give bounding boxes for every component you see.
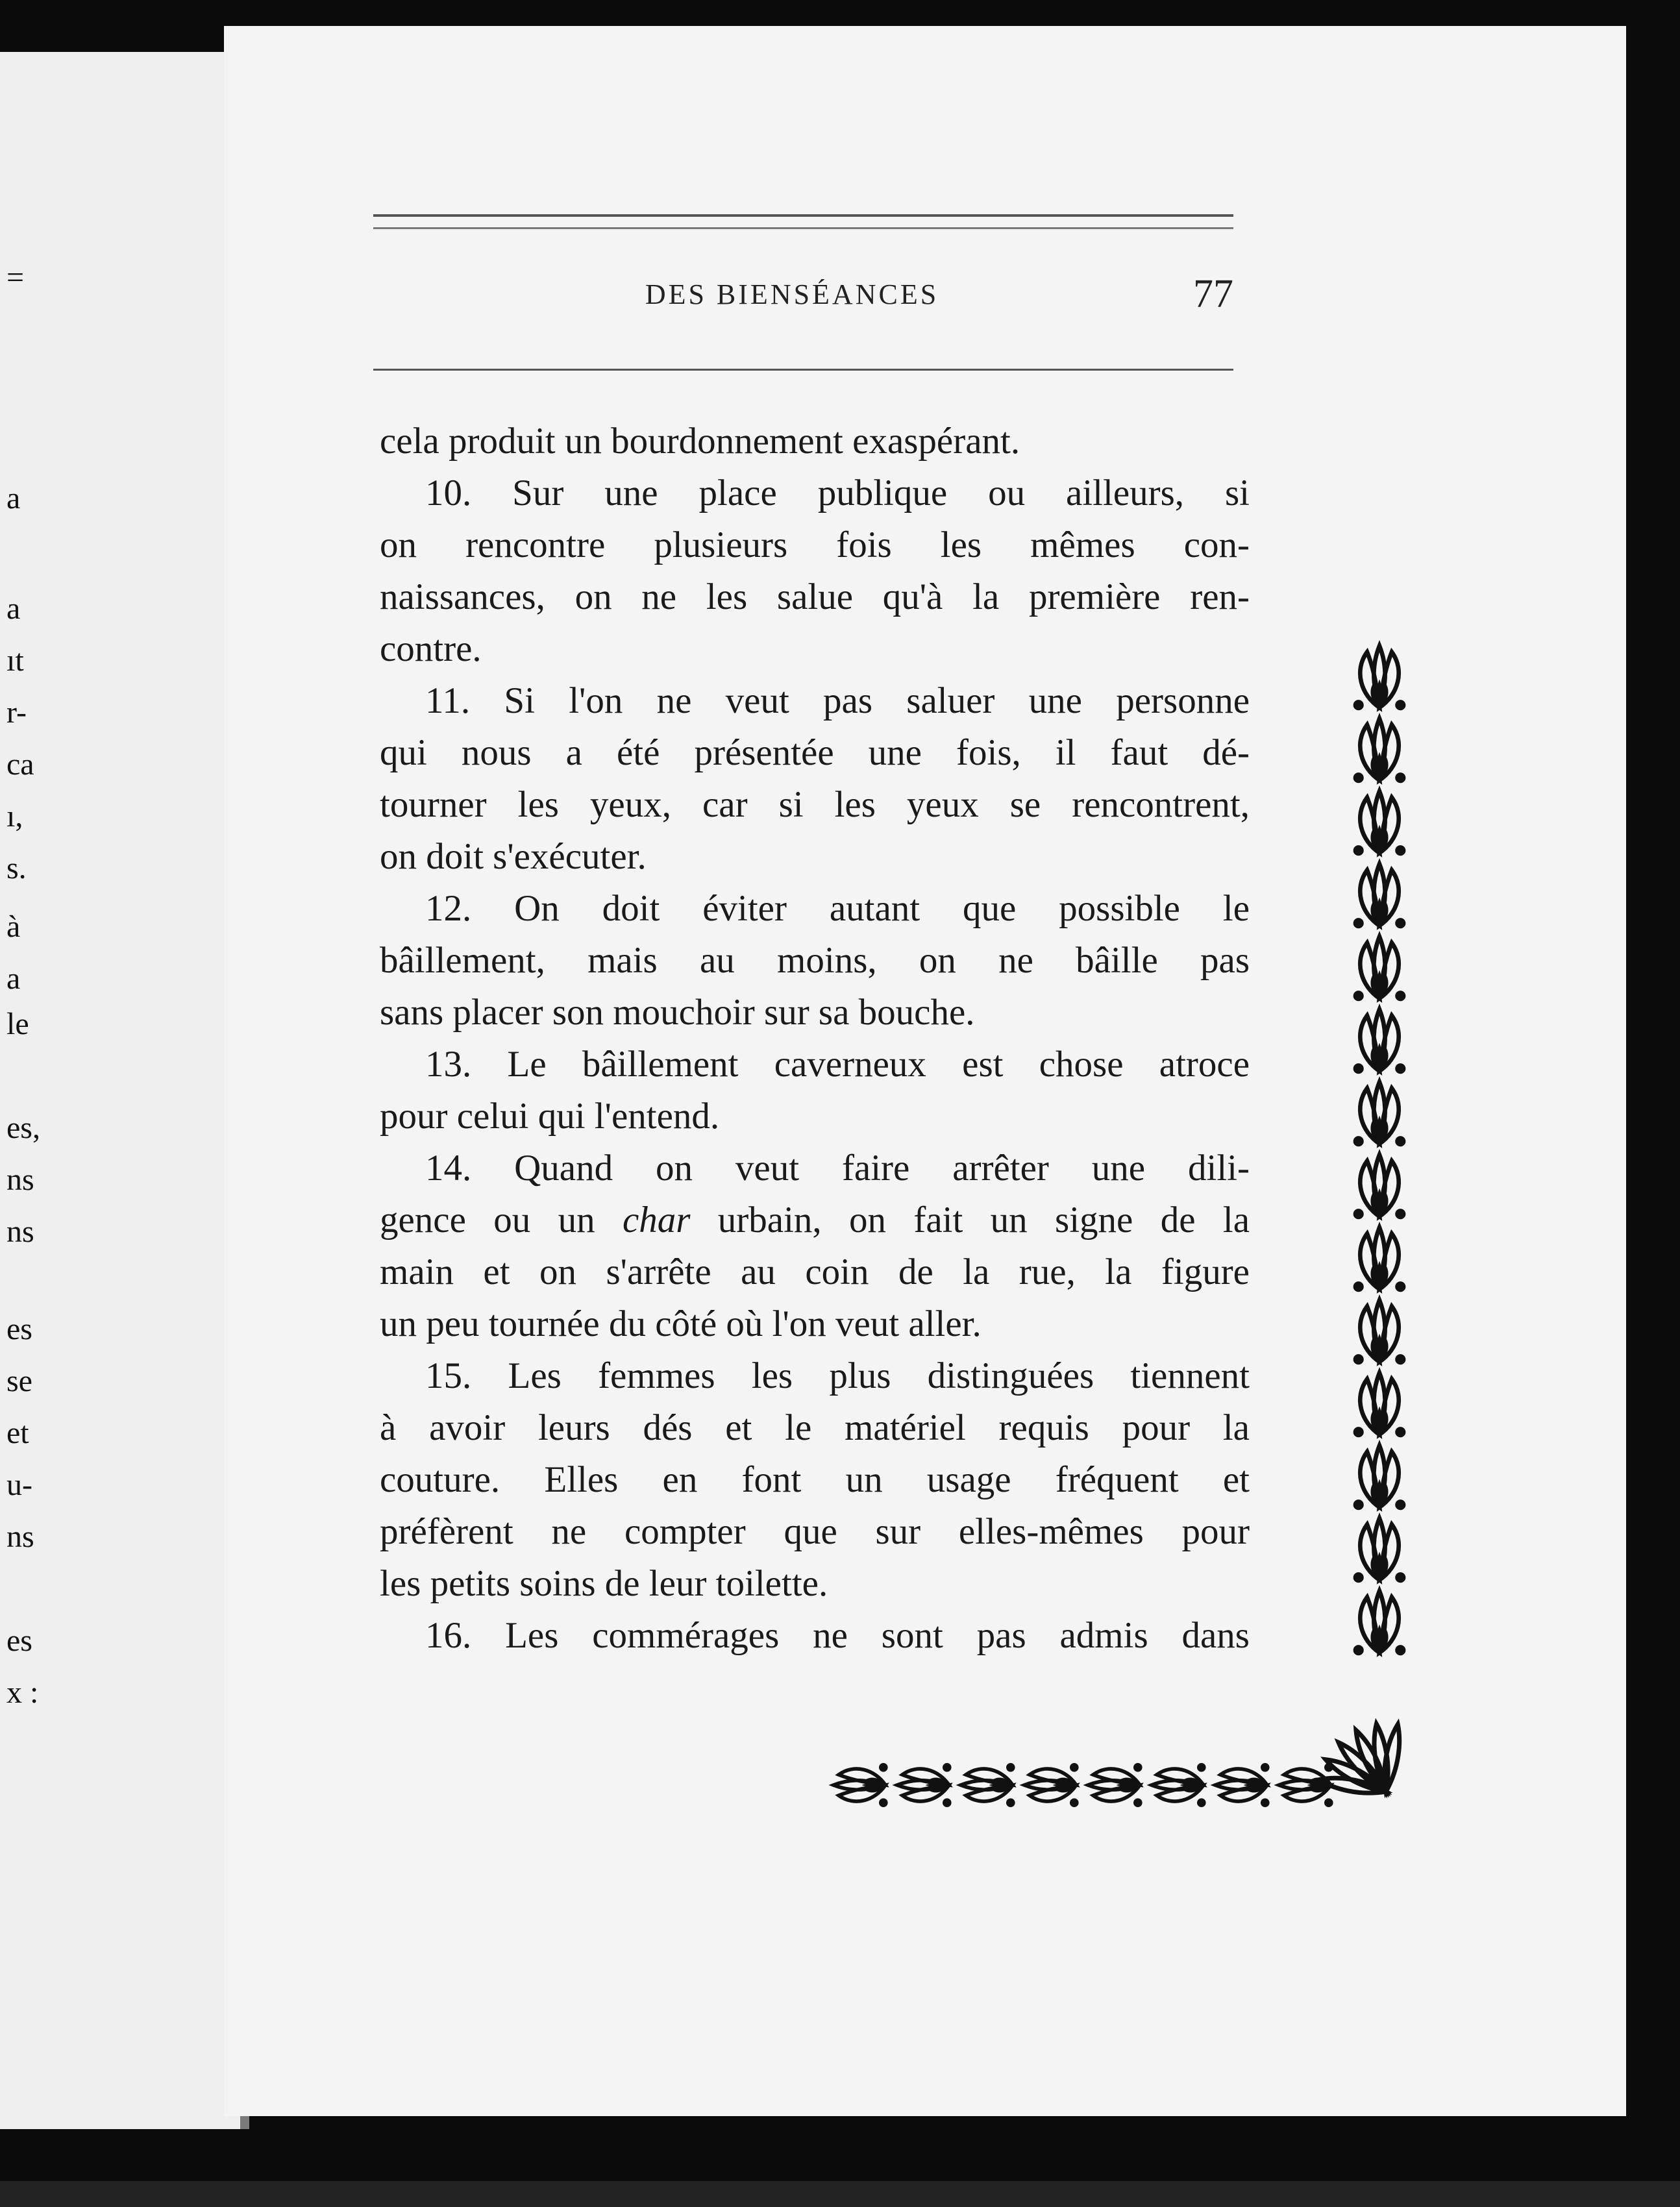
laurel-leaf-cluster bbox=[1353, 1155, 1405, 1219]
text-line: 15. Les femmes les plus distinguées tiennent bbox=[425, 1355, 1250, 1396]
page-number: 77 bbox=[1193, 272, 1233, 316]
laurel-leaf-cluster bbox=[1215, 1763, 1269, 1806]
laurel-leaf-cluster bbox=[834, 1763, 887, 1806]
left-page-fragment: a bbox=[6, 481, 21, 515]
laurel-leaf-cluster bbox=[1353, 1373, 1405, 1437]
left-page-fragment: es bbox=[6, 1312, 32, 1346]
text-line: un peu tournée du côté où l'on veut aller. bbox=[380, 1303, 982, 1344]
left-page-fragment: a bbox=[6, 591, 21, 626]
text-line: les petits soins de leur toilette. bbox=[380, 1563, 828, 1604]
laurel-leaf-cluster bbox=[1353, 646, 1405, 710]
left-page-fragment: es bbox=[6, 1623, 32, 1658]
italic-word: char bbox=[622, 1200, 691, 1240]
top-rule bbox=[373, 214, 1233, 217]
left-page-fragment: r- bbox=[6, 695, 27, 730]
laurel-leaf-cluster bbox=[1353, 1300, 1405, 1364]
left-page-fragment: u- bbox=[6, 1468, 32, 1502]
left-page-fragment: es, bbox=[6, 1111, 40, 1145]
text-line: 11. Si l'on ne veut pas saluer une personne bbox=[425, 680, 1250, 721]
laurel-leaf-cluster bbox=[897, 1763, 951, 1806]
scan-bottom-edge bbox=[0, 2181, 1680, 2207]
text-line: contre. bbox=[380, 628, 482, 669]
laurel-leaf-cluster bbox=[1088, 1763, 1142, 1806]
left-page-fragment: s. bbox=[6, 851, 27, 885]
laurel-leaf-cluster bbox=[1353, 1518, 1405, 1583]
header-rule bbox=[373, 369, 1233, 371]
left-page-fragment: le bbox=[6, 1007, 29, 1041]
laurel-leaf-cluster bbox=[1353, 719, 1405, 783]
left-page bbox=[0, 52, 249, 2129]
left-page-fragment: a bbox=[6, 961, 21, 996]
laurel-leaf-cluster bbox=[1353, 1591, 1405, 1655]
laurel-leaf-cluster bbox=[1353, 791, 1405, 856]
text-line: bâillement, mais au moins, on ne bâille pas bbox=[380, 940, 1250, 981]
left-page-fragment: ns bbox=[6, 1163, 34, 1197]
laurel-leaf-cluster bbox=[1024, 1763, 1078, 1806]
laurel-leaf-cluster bbox=[1353, 1009, 1405, 1074]
top-rule-thin bbox=[373, 227, 1233, 229]
text-line: on rencontre plusieurs fois les mêmes con- bbox=[380, 524, 1250, 565]
text-segment: urbain, on fait un signe de la bbox=[690, 1200, 1250, 1240]
text-line: qui nous a été présentée une fois, il faut dé- bbox=[380, 732, 1250, 773]
left-page-fragment: ns bbox=[6, 1520, 34, 1554]
corner-fan bbox=[1318, 1723, 1403, 1797]
text-line: 14. Quand on veut faire arrêter une dili- bbox=[425, 1148, 1250, 1189]
left-page-fragment: ıt bbox=[6, 643, 24, 678]
left-page-fragment: ı, bbox=[6, 799, 23, 833]
text-line: tourner les yeux, car si les yeux se rencontrent, bbox=[380, 784, 1250, 825]
text-line: sans placer son mouchoir sur sa bouche. bbox=[380, 992, 975, 1033]
text-line: couture. Elles en font un usage fréquent et bbox=[380, 1459, 1250, 1500]
left-page-fragment: se bbox=[6, 1364, 32, 1398]
text-line: on doit s'exécuter. bbox=[380, 836, 647, 877]
laurel-leaf-cluster bbox=[1152, 1763, 1205, 1806]
laurel-leaf-cluster bbox=[1353, 1082, 1405, 1146]
left-page-fragment: et bbox=[6, 1416, 29, 1450]
running-head: DES BIENSÉANCES bbox=[645, 278, 939, 310]
text-line: à avoir leurs dés et le matériel requis pour la bbox=[380, 1407, 1250, 1448]
text-line: naissances, on ne les salue qu'à la première ren- bbox=[380, 576, 1250, 617]
text-line: préfèrent ne compter que sur elles-mêmes pour bbox=[380, 1511, 1250, 1552]
laurel-leaf-cluster bbox=[961, 1763, 1015, 1806]
text-line: main et on s'arrête au coin de la rue, la figure bbox=[380, 1251, 1250, 1292]
laurel-horizontal-vine bbox=[834, 1723, 1403, 1807]
left-page-fragment: = bbox=[6, 260, 25, 295]
text-segment: gence ou un bbox=[380, 1200, 623, 1240]
laurel-leaf-cluster bbox=[1353, 937, 1405, 1001]
laurel-vertical-vine bbox=[1353, 646, 1405, 1655]
laurel-leaf-cluster bbox=[1353, 1227, 1405, 1292]
text-line: 16. Les commérages ne sont pas admis dans bbox=[425, 1615, 1250, 1656]
left-page-fragment: à bbox=[6, 909, 21, 944]
text-line: 12. On doit éviter autant que possible le bbox=[425, 888, 1250, 929]
left-page-fragment: ca bbox=[6, 747, 34, 782]
text-line: 10. Sur une place publique ou ailleurs, si bbox=[425, 473, 1250, 513]
text-line: cela produit un bourdonnement exaspérant. bbox=[380, 421, 1020, 462]
left-page-fragment: ns bbox=[6, 1214, 34, 1249]
laurel-border-ornament bbox=[798, 623, 1448, 1856]
left-page-fragment: x : bbox=[6, 1675, 39, 1710]
laurel-leaf-cluster bbox=[1353, 1446, 1405, 1510]
text-line: pour celui qui l'entend. bbox=[380, 1096, 720, 1137]
laurel-leaf-cluster bbox=[1353, 864, 1405, 928]
text-line: 13. Le bâillement caverneux est chose atroce bbox=[425, 1044, 1250, 1085]
